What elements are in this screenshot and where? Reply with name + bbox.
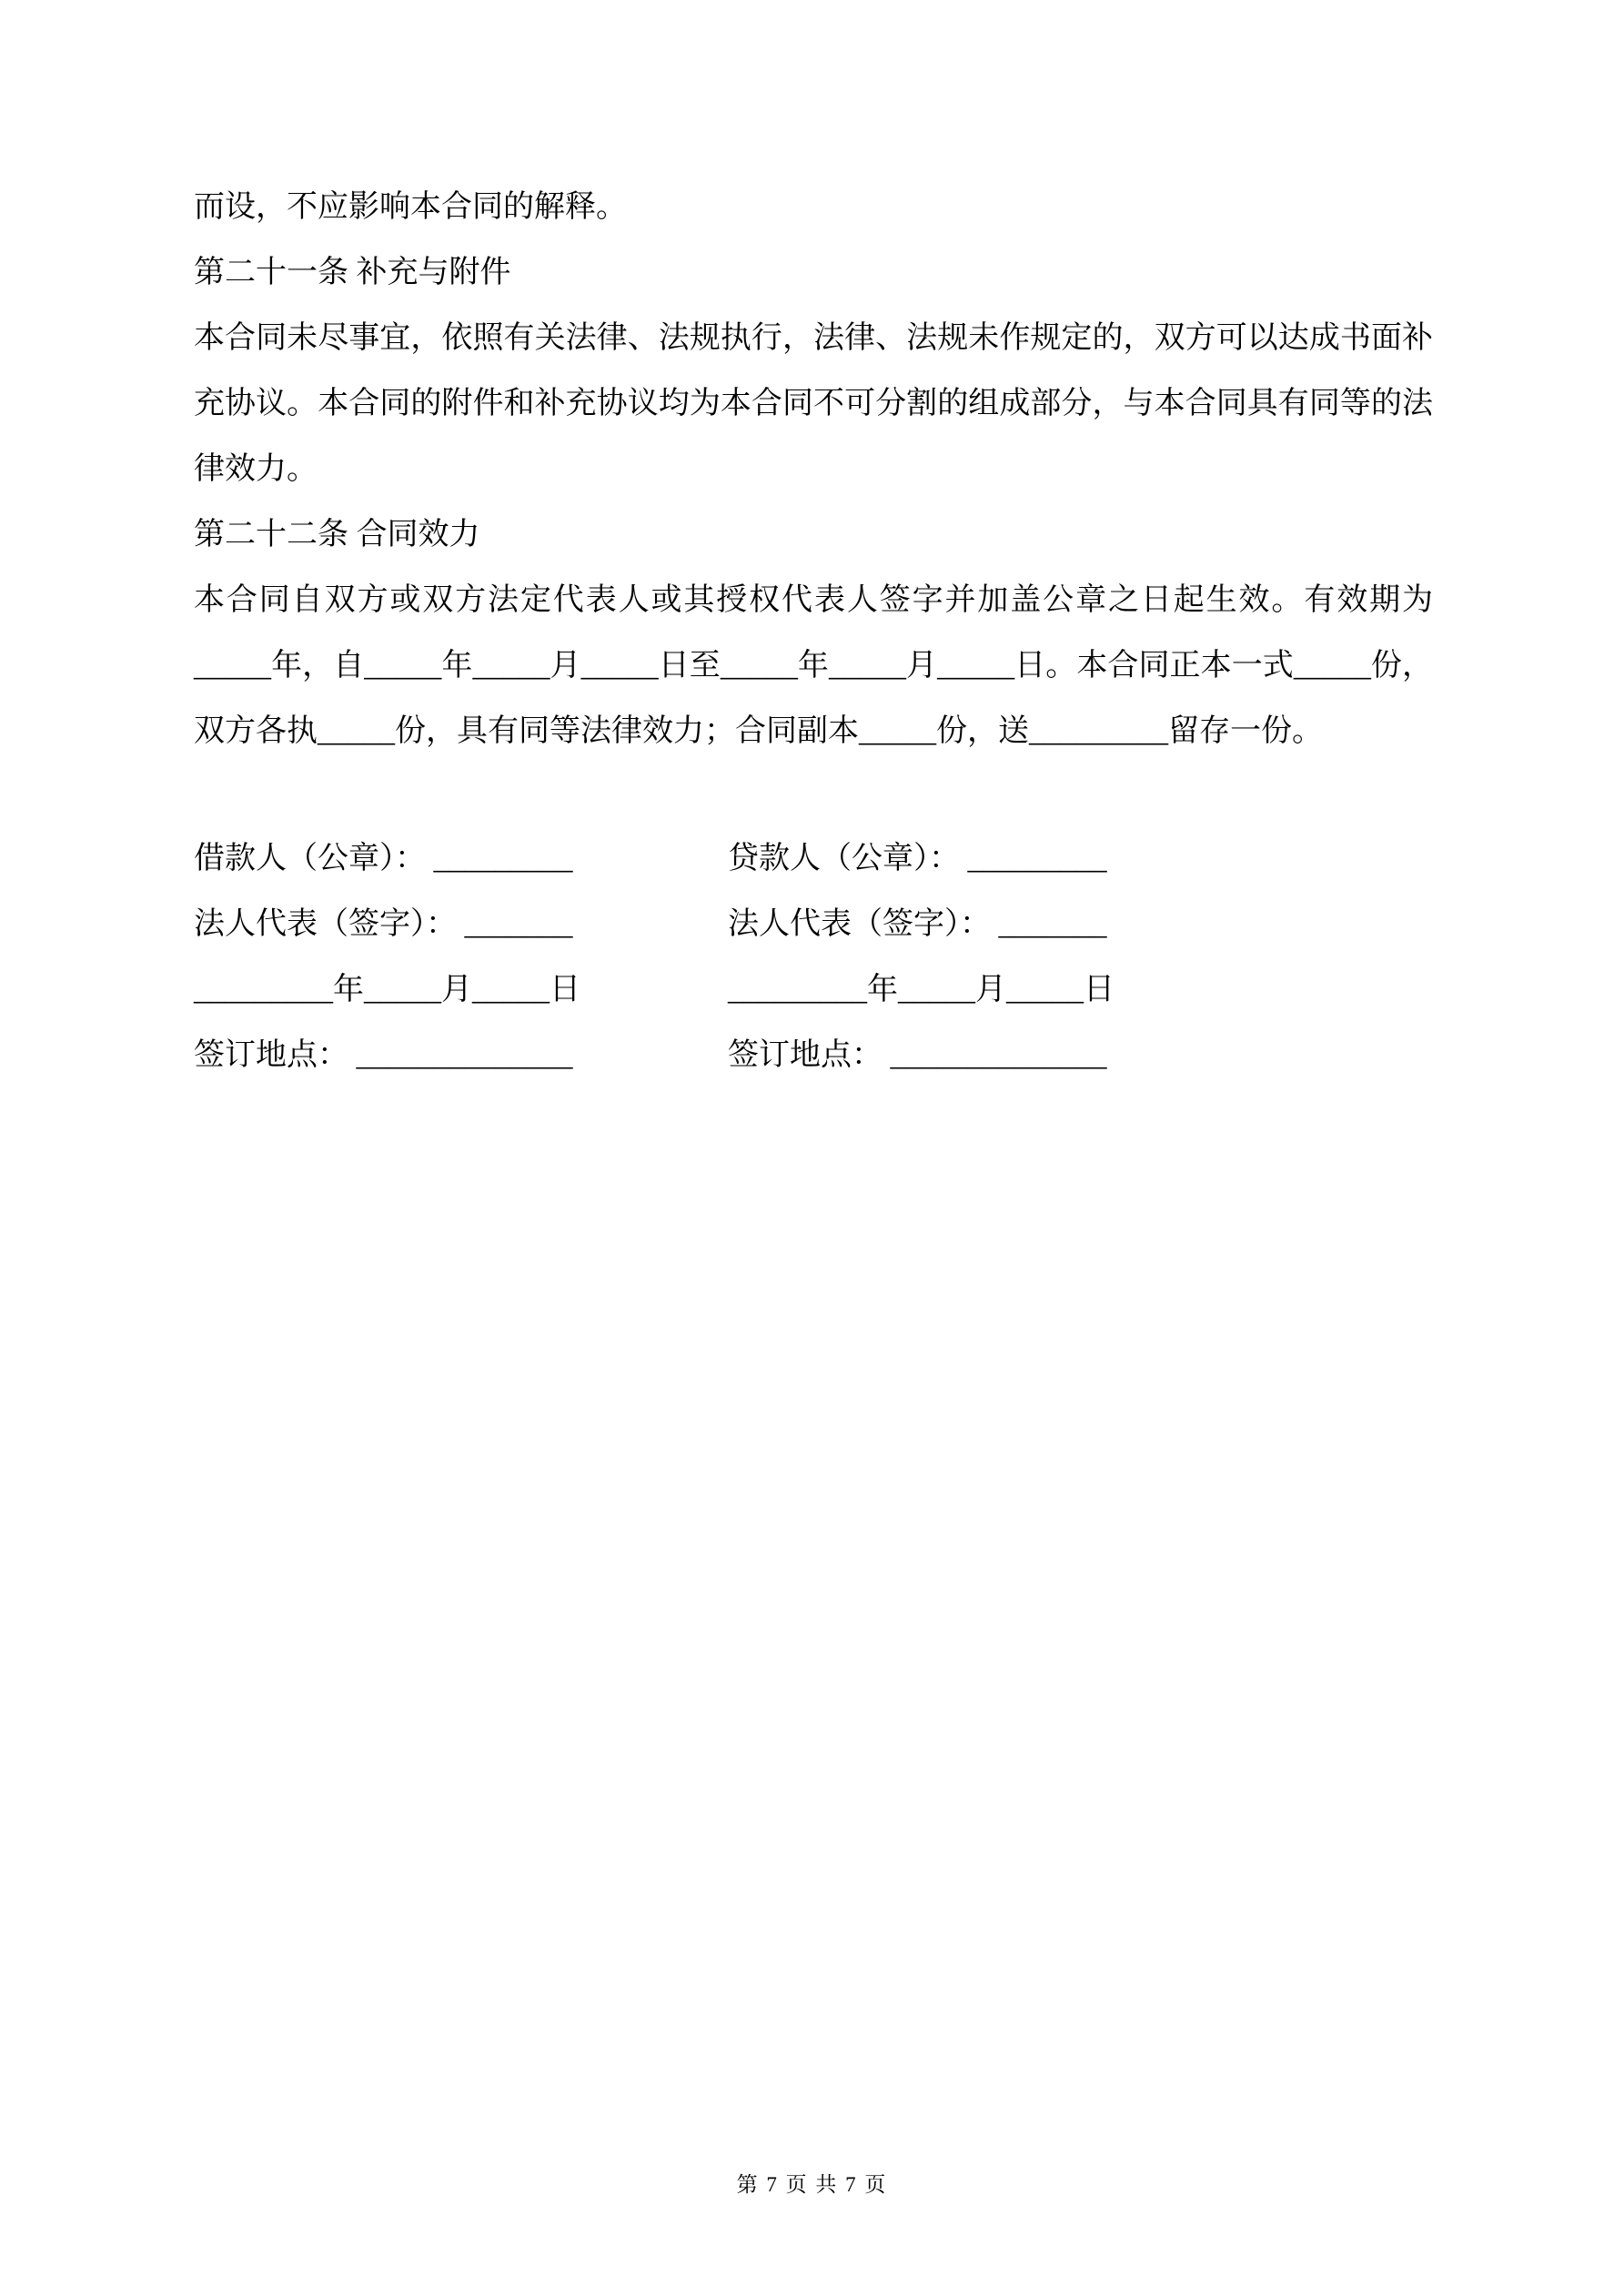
article-21-body: 本合同未尽事宜，依照有关法律、法规执行，法律、法规未作规定的，双方可以达成书面补充协议。本合同的附件和补充协议均为本合同不可分割的组成部分，与本合同具有同等的法律效力。 [194,321,1433,486]
borrower-seal-line: 借款人（公章）： _________ [194,842,573,875]
lender-date-line: _________年_____月_____日 [728,973,1115,1006]
article-21-heading: 第二十一条 补充与附件 [194,256,511,289]
signature-block [194,826,1433,1088]
clause-continuation-text: 而设，不应影响本合同的解释。 [194,190,627,224]
lender-signing-place-line: 签订地点： ______________ [728,1038,1107,1072]
lender-representative-line: 法人代表（签字）： _______ [728,907,1107,941]
article-22-body: 本合同自双方或双方法定代表人或其授权代表人签字并加盖公章之日起生效。有效期为_____年，自_____年_____月_____日至_____年_____月_____日。本合同正本一式_____份，双方各执_____份，具有同等法律效力；合同副本_____份，送_________留存一份。 [194,583,1433,748]
borrower-signature-column [194,826,728,1088]
lender-seal-line: 贷款人（公章）： _________ [728,842,1107,875]
borrower-signing-place-line: 签订地点： ______________ [194,1038,573,1072]
lender-signature-column [728,826,1433,1088]
contract-body [0,0,1624,1088]
borrower-representative-line: 法人代表（签字）： _______ [194,907,573,941]
article-22-heading: 第二十二条 合同效力 [194,518,480,551]
page-number-footer: 第 7 页 共 7 页 [736,2173,888,2196]
borrower-date-line: _________年_____月_____日 [194,973,580,1006]
